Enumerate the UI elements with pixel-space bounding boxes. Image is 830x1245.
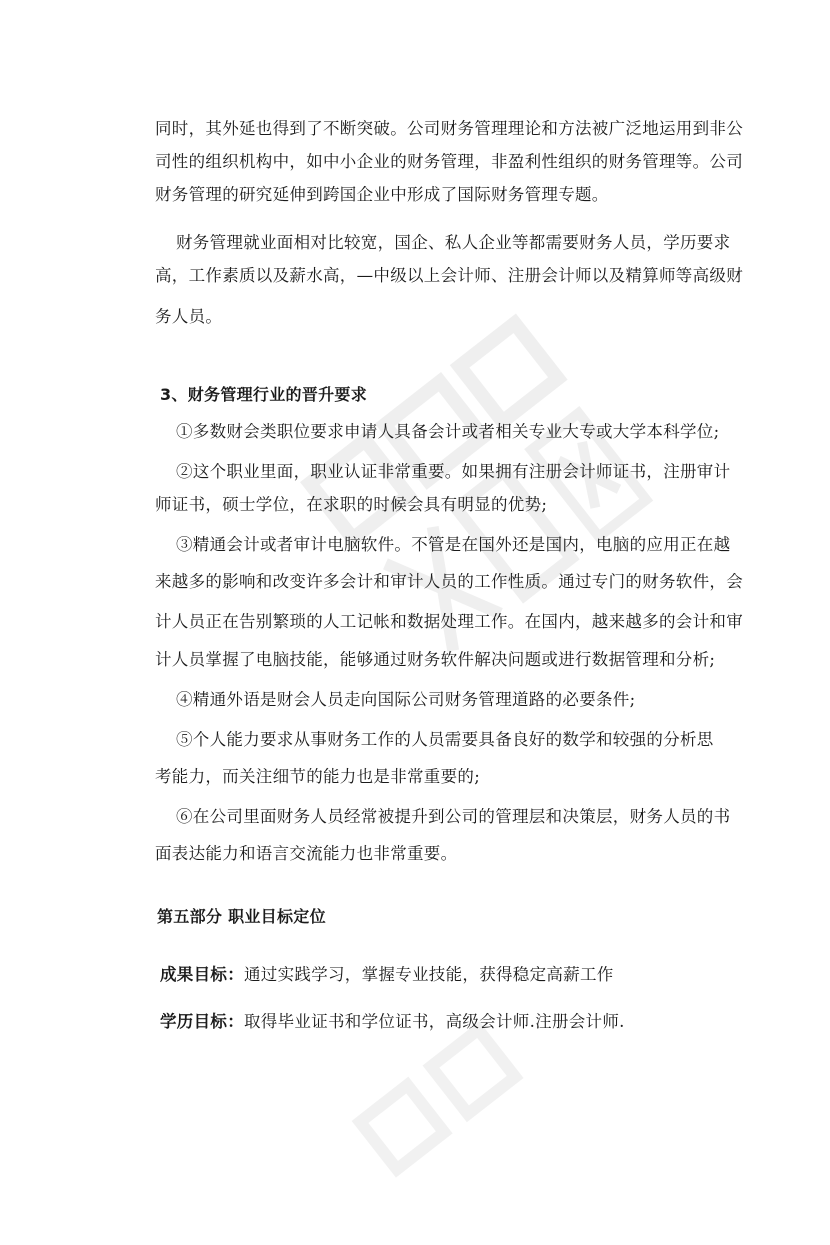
list-item: ①多数财会类职位要求申请人具备会计或者相关专业大专或大学本科学位; xyxy=(176,422,720,441)
watermark-icon xyxy=(269,279,690,700)
goal-label: 学历目标： xyxy=(160,1012,244,1031)
paragraph-line: 财务管理就业面相对比较宽，国企、私人企业等都需要财务人员，学历要求 xyxy=(176,233,731,252)
list-item: ⑥在公司里面财务人员经常被提升到公司的管理层和决策层，财务人员的书 xyxy=(176,807,731,826)
list-item: ⑤个人能力要求从事财务工作的人员需要具备良好的数学和较强的分析思 xyxy=(176,730,714,749)
list-item: ③精通会计或者审计电脑软件。不管是在国外还是国内，电脑的应用正在越 xyxy=(176,535,731,554)
paragraph-line: 高，工作素质以及薪水高，—中级以上会计师、注册会计师以及精算师等高级财 xyxy=(155,266,743,285)
paragraph-line: 务人员。 xyxy=(155,307,223,326)
list-item: ②这个职业里面，职业认证非常重要。如果拥有注册会计师证书，注册审计 xyxy=(176,462,731,481)
list-item: 考能力，而关注细节的能力也是非常重要的; xyxy=(155,767,481,786)
section-heading: 第五部分 职业目标定位 xyxy=(157,907,326,926)
goal-item xyxy=(160,963,614,987)
goal-label: 成果目标： xyxy=(160,965,244,984)
list-item: 师证书，硕士学位，在求职的时候会具有明显的优势; xyxy=(155,495,548,514)
list-item: 面表达能力和语言交流能力也非常重要。 xyxy=(155,844,458,863)
paragraph-line: 司性的组织机构中，如中小企业的财务管理，非盈利性组织的财务管理等。公司 xyxy=(155,152,743,171)
section-heading: 3、财务管理行业的晋升要求 xyxy=(160,385,368,404)
goal-text: 通过实践学习，掌握专业技能，获得稳定高薪工作 xyxy=(244,965,614,984)
goal-item xyxy=(160,1010,625,1034)
paragraph-line: 财务管理的研究延伸到跨国企业中形成了国际财务管理专题。 xyxy=(155,185,609,204)
list-item: 计人员正在告别繁琐的人工记帐和数据处理工作。在国内，越来越多的会计和审 xyxy=(155,612,743,631)
list-item: 计人员掌握了电脑技能，能够通过财务软件解决问题或进行数据管理和分析; xyxy=(155,650,716,669)
list-item: ④精通外语是财会人员走向国际公司财务管理道路的必要条件; xyxy=(176,690,636,709)
list-item: 来越多的影响和改变许多会计和审计人员的工作性质。通过专门的财务软件，会 xyxy=(155,572,743,591)
goal-text: 取得毕业证书和学位证书，高级会计师.注册会计师. xyxy=(244,1012,625,1031)
paragraph-line: 同时，其外延也得到了不断突破。公司财务管理理论和方法被广泛地运用到非公 xyxy=(155,119,743,138)
